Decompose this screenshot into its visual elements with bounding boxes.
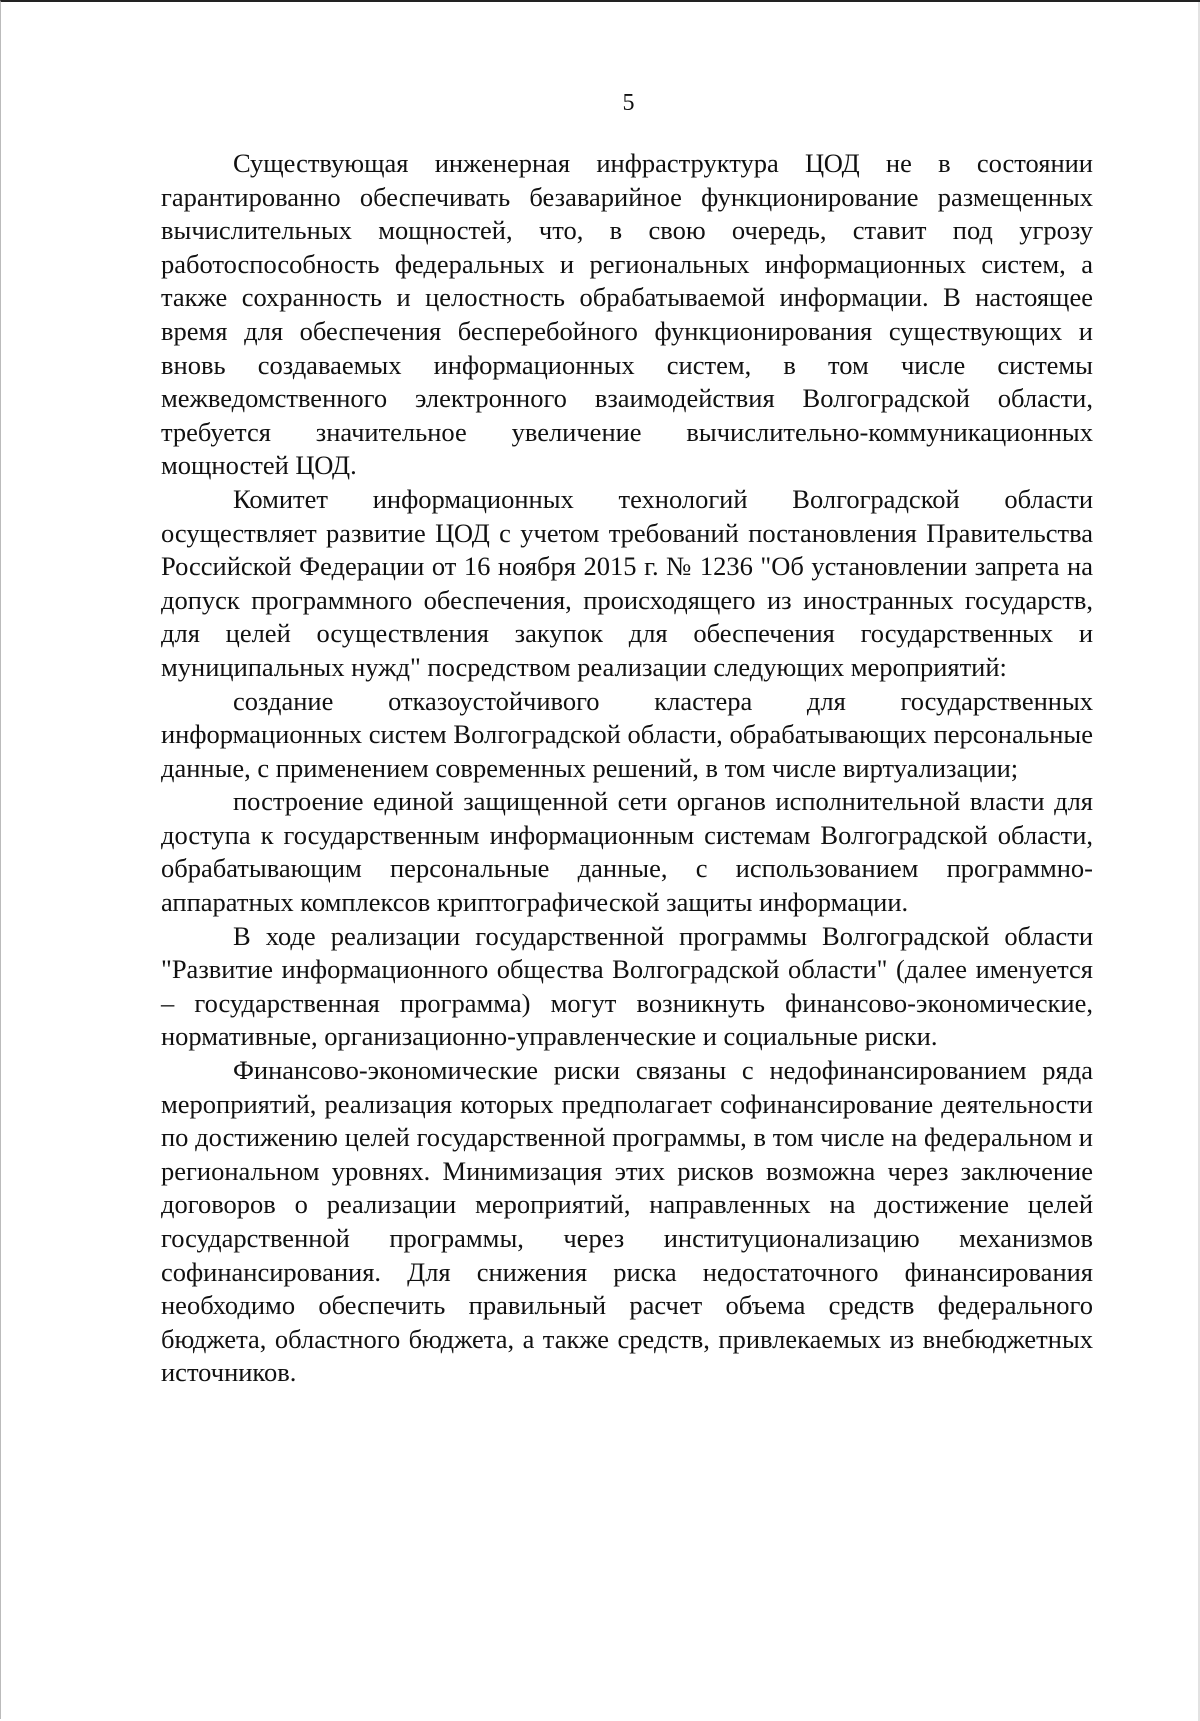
paragraph-committee: Комитет информационных технологий Волгоградской области осуществляет развитие ЦОД с учетом требований постановления Правительства Российской Федерации от 16 ноября 2015 г. № 1236 "Об установлении запрета на допуск программного обеспечения, происходящего из иностранных государств, для целей осуществления закупок для обеспечения государственных и муниципальных нужд" посредством реализации следующих мероприятий:	[161, 483, 1093, 682]
paragraph-financial-risks: Финансово-экономические риски связаны с недофинансированием ряда мероприятий, реализация которых предполагает софинансирование деятельности по достижению целей государственной программы, в том числе на федеральном и региональном уровнях. Минимизация этих рисков возможна через заключение договоров о реализации мероприятий, направленных на достижение целей государственной программы, через институционализацию механизмов софинансирования. Для снижения риска недостаточного финансирования необходимо обеспечить правильный расчет объема средств федерального бюджета, областного бюджета, а также средств, привлекаемых из внебюджетных источников.	[161, 1055, 1093, 1388]
page-number: 5	[622, 90, 635, 116]
paragraph-network-item: построение единой защищенной сети органов исполнительной власти для доступа к государственным информационным системам Волгоградской области, обрабатывающим персональные данные, с использованием программно-аппаратных комплексов криптографической защиты информации.	[161, 786, 1093, 918]
paragraph-cluster-item: создание отказоустойчивого кластера для государственных информационных систем Волгоградской области, обрабатывающих персональные данные, с применением современных решений, в том числе виртуализации;	[161, 685, 1093, 783]
paragraph-infrastructure: Существующая инженерная инфраструктура ЦОД не в состоянии гарантированно обеспечивать безаварийное функционирование размещенных вычислительных мощностей, что, в свою очередь, ставит под угрозу работоспособность федеральных и региональных информационных систем, а также сохранность и целостность обрабатываемой информации. В настоящее время для обеспечения бесперебойного функционирования существующих и вновь создаваемых информационных систем, в том числе системы межведомственного электронного взаимодействия Волгоградской области, требуется значительное увеличение вычислительно-коммуникационных мощностей ЦОД.	[161, 148, 1093, 481]
paragraph-risks-intro: В ходе реализации государственной программы Волгоградской области "Развитие информационного общества Волгоградской области" (далее именуется – государственная программа) могут возникнуть финансово-экономические, нормативные, организационно-управленческие и социальные риски.	[161, 920, 1093, 1052]
document-body	[161, 147, 1093, 1390]
